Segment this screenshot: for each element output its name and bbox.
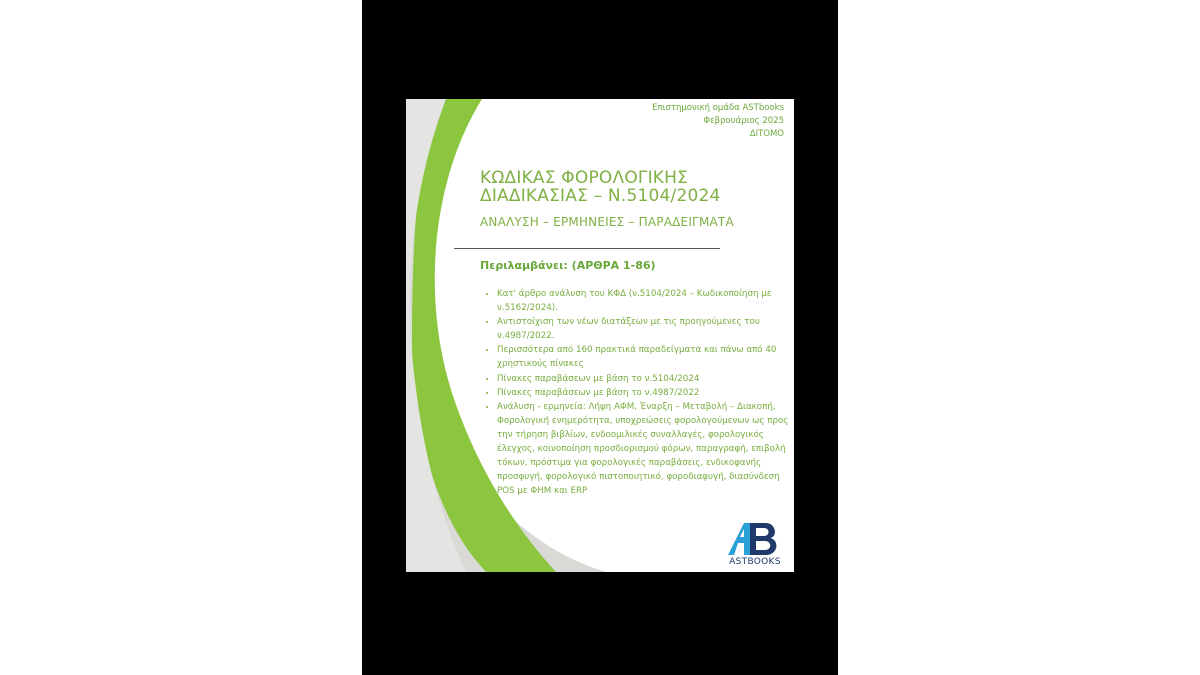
- book-cover: [406, 99, 794, 572]
- divider-line: [454, 248, 720, 249]
- title-line-2: ΔΙΑΔΙΚΑΣΙΑΣ – Ν.5104/2024: [480, 186, 721, 206]
- astbooks-logo: [720, 519, 790, 569]
- publisher-line: Επιστημονική ομάδα ASTbooks: [652, 103, 784, 113]
- title-line-1: ΚΩΔΙΚΑΣ ΦΟΡΟΛΟΓΙΚΗΣ: [480, 168, 689, 188]
- list-item: • Περισσότερα από 160 πρακτικά παραδείγματα και πάνω από 40 χρηστικούς πίνακες: [497, 343, 789, 371]
- list-item: • Πίνακες παραβάσεων με βάση το ν.5104/2024: [497, 372, 789, 386]
- includes-heading: Περιλαμβάνει: (ΑΡΘΡΑ 1-86): [480, 259, 656, 272]
- logo-wordmark: ASTBOOKS: [729, 557, 781, 567]
- volumes-line: ΔΙΤΟΜΟ: [749, 129, 784, 139]
- cover-meta: [652, 102, 784, 141]
- date-line: Φεβρουάριος 2025: [703, 116, 784, 126]
- book-title: [480, 169, 786, 205]
- list-item: • Ανάλυση - ερμηνεία: Λήψη ΑΦΜ, Έναρξη – Μεταβολή – Διακοπή, Φορολογική ενημερότητα, υποχρεώσεις φορολογούμενων ως προς την τήρηση βιβλίων, ενδοομιλικές συναλλαγές, φορολογικός έλεγχος, κοινοποίηση προσδιορισμού φόρων, παραγραφή, επιβολή τόκων, πρόστιμα για φορολογικές παραβάσεις, ενδικοφανής προσφυγή, φορολογικό πιστοποιητικό, φοροδιαφυγή, διασύνδεση POS με ΦΗΜ και ERP: [497, 400, 789, 499]
- list-item: • Αντιστοίχιση των νέων διατάξεων με τις προηγούμενες του ν.4987/2022.: [497, 315, 789, 343]
- ab-logo-icon: [720, 519, 790, 557]
- list-item: • Κατ' άρθρο ανάλυση του ΚΦΔ (ν.5104/2024 – Κωδικοποίηση με ν.5162/2024).: [497, 287, 789, 315]
- book-subtitle: ΑΝΑΛΥΣΗ – ΕΡΜΗΝΕΙΕΣ – ΠΑΡΑΔΕΙΓΜΑΤΑ: [480, 215, 734, 229]
- list-item: • Πίνακες παραβάσεων με βάση το ν.4987/2022: [497, 386, 789, 400]
- contents-list: [484, 287, 789, 498]
